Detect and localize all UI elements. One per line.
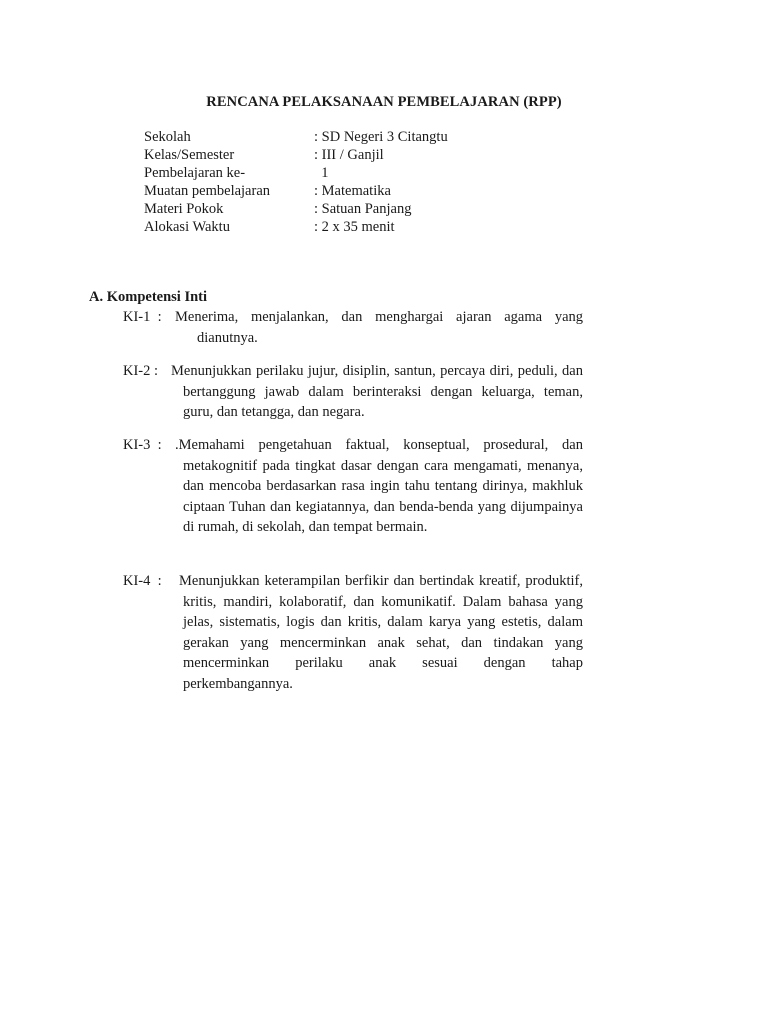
ki-text: Menerima, menjalankan, dan menghargai ajaran agama yang dianutnya.	[175, 309, 583, 346]
document-title: RENCANA PELAKSANAAN PEMBELAJARAN (RPP)	[206, 94, 562, 110]
info-label: Kelas/Semester	[144, 147, 235, 163]
info-value: : Satuan Panjang	[314, 201, 412, 217]
ki-text: Menunjukkan keterampilan berfikir dan bertindak kreatif, produktif, kritis, mandiri, kolaboratif, dan komunikatif. Dalam bahasa yang jelas, sistematis, logis dan kritis, dalam karya yang estetis, dalam gerakan yang mencerminkan anak sehat, dan tindakan yang mencerminkan perilaku anak sesuai dengan tahap perkembangannya.	[179, 573, 583, 692]
info-label: Materi Pokok	[144, 201, 224, 217]
ki-item-2	[123, 361, 583, 423]
info-value: : Matematika	[314, 183, 391, 199]
info-label: Alokasi Waktu	[144, 219, 230, 235]
ki-code: KI-1 :	[123, 309, 162, 325]
section-heading-kompetensi-inti: A. Kompetensi Inti	[89, 289, 208, 305]
ki-code: KI-2 :	[123, 363, 159, 379]
ki-text: Menunjukkan perilaku jujur, disiplin, santun, percaya diri, peduli, dan bertanggung jawab dalam berinteraksi dengan keluarga, teman, guru, dan tetangga, dan negara.	[171, 363, 583, 421]
info-value: : III / Ganjil	[314, 147, 384, 163]
ki-item-3	[123, 435, 583, 538]
ki-item-1	[123, 307, 583, 348]
ki-item-4	[123, 571, 583, 695]
info-value: 1	[314, 165, 329, 181]
ki-text: .Memahami pengetahuan faktual, konseptual, prosedural, dan metakognitif pada tingkat dasar dengan cara mengamati, menanya, dan mencoba berdasarkan rasa ingin tahu tentang dirinya, makhluk ciptaan Tuhan dan kegiatannya, dan benda-benda yang dijumpainya di rumah, di sekolah, dan tempat bermain.	[175, 437, 583, 536]
info-label: Muatan pembelajaran	[144, 183, 271, 199]
info-label: Pembelajaran ke-	[144, 165, 246, 181]
ki-code: KI-4 :	[123, 573, 162, 589]
info-label: Sekolah	[144, 129, 191, 145]
info-value: : 2 x 35 menit	[314, 219, 395, 235]
ki-code: KI-3 :	[123, 437, 162, 453]
info-value: : SD Negeri 3 Citangtu	[314, 129, 448, 145]
